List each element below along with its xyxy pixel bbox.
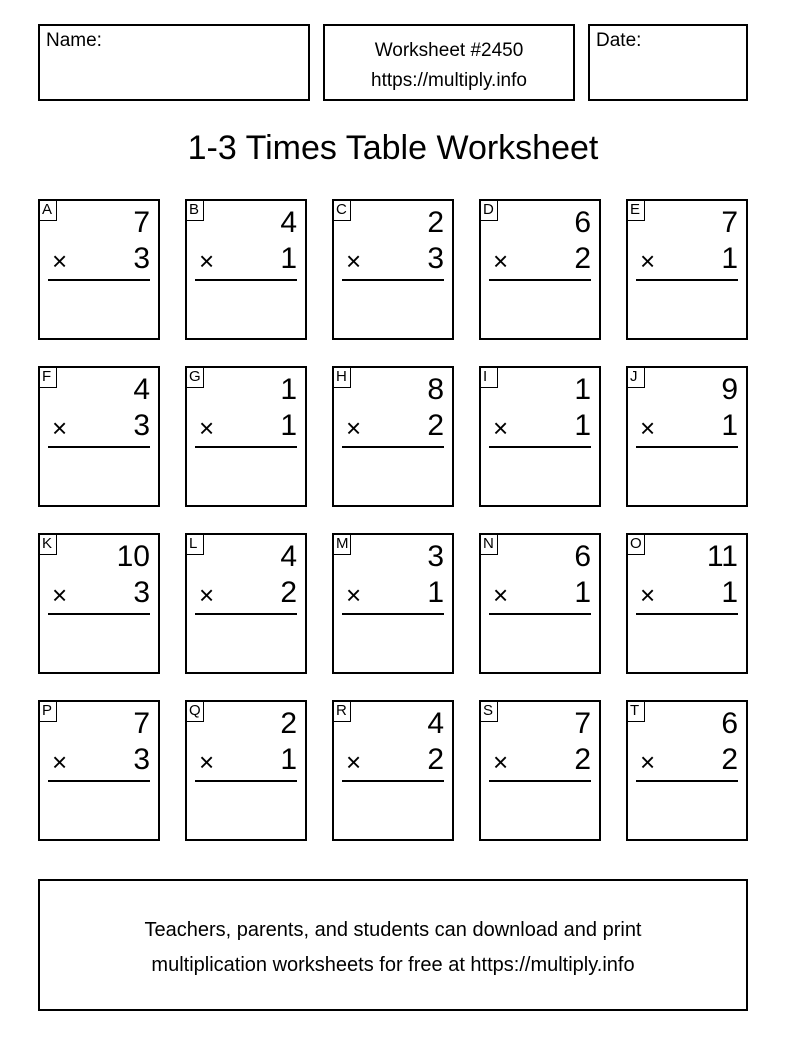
footer-line-1: Teachers, parents, and students can download and print (144, 919, 642, 941)
problem-card[interactable] (185, 199, 307, 340)
date-label: Date: (596, 30, 642, 51)
problem-label: M (333, 534, 351, 555)
problem-card[interactable] (332, 199, 454, 340)
multiplicand: 7 (133, 206, 150, 239)
date-box[interactable] (588, 24, 748, 101)
multiplicand: 4 (427, 707, 444, 740)
multiplicand: 8 (427, 373, 444, 406)
multiplicand: 10 (116, 540, 150, 573)
multiplier: 1 (280, 409, 297, 442)
answer-line (195, 279, 297, 281)
multiply-sign-icon: × (199, 413, 215, 443)
answer-line (489, 780, 591, 782)
problem-card[interactable] (626, 366, 748, 507)
worksheet-id-box (323, 24, 575, 101)
multiply-sign-icon: × (640, 246, 656, 276)
multiplicand: 7 (721, 206, 738, 239)
multiply-sign-icon: × (493, 413, 509, 443)
problem-label: T (627, 701, 645, 722)
multiply-sign-icon: × (493, 246, 509, 276)
multiply-sign-icon: × (346, 747, 362, 777)
multiplicand: 6 (574, 206, 591, 239)
multiplier: 1 (427, 576, 444, 609)
multiplicand: 4 (280, 540, 297, 573)
footer-text (40, 913, 746, 983)
answer-line (195, 446, 297, 448)
problem-card[interactable] (332, 366, 454, 507)
multiplier: 3 (133, 409, 150, 442)
problem-card[interactable] (332, 533, 454, 674)
multiplicand: 2 (427, 206, 444, 239)
problem-card[interactable] (479, 366, 601, 507)
answer-line (489, 613, 591, 615)
answer-line (636, 446, 738, 448)
problem-card[interactable] (479, 700, 601, 841)
problem-label: P (39, 701, 57, 722)
problem-label: E (627, 200, 645, 221)
problem-card[interactable] (626, 533, 748, 674)
answer-line (195, 780, 297, 782)
multiplier: 1 (280, 743, 297, 776)
footer-line-2: multiplication worksheets for free at https://multiply.info (151, 954, 635, 976)
problem-label: D (480, 200, 498, 221)
multiply-sign-icon: × (640, 580, 656, 610)
multiplicand: 4 (133, 373, 150, 406)
multiplier: 1 (574, 576, 591, 609)
multiplicand: 11 (706, 540, 738, 573)
multiplicand: 2 (280, 707, 297, 740)
multiplier: 2 (574, 242, 591, 275)
problem-card[interactable] (626, 199, 748, 340)
multiplier: 3 (427, 242, 444, 275)
problem-card[interactable] (38, 366, 160, 507)
answer-line (342, 279, 444, 281)
multiplicand: 6 (721, 707, 738, 740)
problem-label: S (480, 701, 498, 722)
multiplicand: 9 (721, 373, 738, 406)
multiplicand: 6 (574, 540, 591, 573)
multiplier: 3 (133, 743, 150, 776)
answer-line (489, 279, 591, 281)
multiplicand: 1 (574, 373, 591, 406)
answer-line (636, 613, 738, 615)
multiplier: 2 (427, 409, 444, 442)
multiply-sign-icon: × (199, 747, 215, 777)
worksheet-number: Worksheet #2450 (374, 40, 524, 61)
problem-label: F (39, 367, 57, 388)
multiplicand: 1 (280, 373, 297, 406)
answer-line (342, 446, 444, 448)
problem-label: R (333, 701, 351, 722)
multiplicand: 7 (574, 707, 591, 740)
answer-line (48, 446, 150, 448)
multiply-sign-icon: × (640, 747, 656, 777)
answer-line (48, 613, 150, 615)
multiplier: 1 (721, 576, 738, 609)
problem-label: G (186, 367, 204, 388)
problem-label: I (480, 367, 498, 388)
answer-line (48, 279, 150, 281)
answer-line (636, 780, 738, 782)
answer-line (342, 613, 444, 615)
multiply-sign-icon: × (52, 747, 68, 777)
answer-line (342, 780, 444, 782)
problem-label: J (627, 367, 645, 388)
multiply-sign-icon: × (346, 246, 362, 276)
problem-label: H (333, 367, 351, 388)
problem-label: A (39, 200, 57, 221)
multiplier: 1 (280, 242, 297, 275)
problem-card[interactable] (185, 533, 307, 674)
worksheet-url: https://multiply.info (371, 70, 527, 91)
multiplier: 1 (574, 409, 591, 442)
multiplicand: 7 (133, 707, 150, 740)
multiply-sign-icon: × (52, 580, 68, 610)
multiply-sign-icon: × (199, 246, 215, 276)
answer-line (489, 446, 591, 448)
multiply-sign-icon: × (493, 580, 509, 610)
answer-line (195, 613, 297, 615)
footer-box (38, 879, 748, 1011)
name-label: Name: (46, 30, 102, 51)
problem-card[interactable] (185, 700, 307, 841)
problem-label: B (186, 200, 204, 221)
multiply-sign-icon: × (199, 580, 215, 610)
answer-line (48, 780, 150, 782)
problem-label: N (480, 534, 498, 555)
answer-line (636, 279, 738, 281)
multiplier: 2 (721, 743, 738, 776)
multiply-sign-icon: × (493, 747, 509, 777)
problem-card[interactable] (479, 199, 601, 340)
multiply-sign-icon: × (346, 580, 362, 610)
multiplicand: 3 (427, 540, 444, 573)
multiplier: 1 (721, 242, 738, 275)
multiplier: 3 (133, 242, 150, 275)
problem-card[interactable] (38, 533, 160, 674)
multiply-sign-icon: × (52, 413, 68, 443)
problem-card[interactable] (185, 366, 307, 507)
problem-label: K (39, 534, 57, 555)
name-box[interactable] (38, 24, 310, 101)
page-title: 1-3 Times Table Worksheet (187, 129, 599, 167)
problem-label: O (627, 534, 645, 555)
problem-label: L (186, 534, 204, 555)
problem-card[interactable] (479, 533, 601, 674)
problem-card[interactable] (332, 700, 454, 841)
problem-label: Q (186, 701, 204, 722)
problem-card[interactable] (626, 700, 748, 841)
problem-label: C (333, 200, 351, 221)
multiplier: 2 (574, 743, 591, 776)
problem-card[interactable] (38, 199, 160, 340)
multiply-sign-icon: × (640, 413, 656, 443)
multiplier: 2 (280, 576, 297, 609)
worksheet-id-text (325, 36, 573, 96)
multiplier: 3 (133, 576, 150, 609)
problem-card[interactable] (38, 700, 160, 841)
multiply-sign-icon: × (346, 413, 362, 443)
multiplier: 2 (427, 743, 444, 776)
multiplicand: 4 (280, 206, 297, 239)
multiplier: 1 (721, 409, 738, 442)
multiply-sign-icon: × (52, 246, 68, 276)
